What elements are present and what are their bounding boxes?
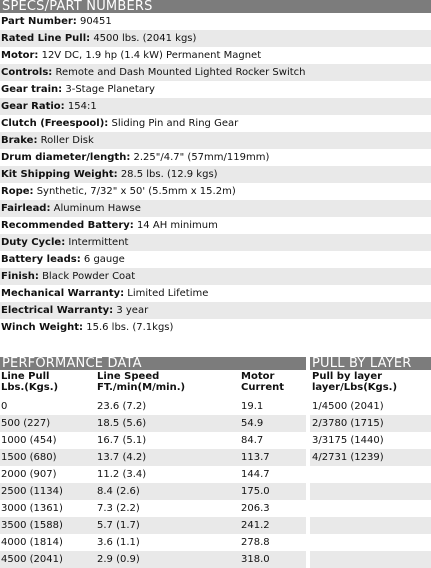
spec-label: Controls: xyxy=(1,67,53,78)
table-row xyxy=(0,449,306,466)
table-row xyxy=(0,483,306,500)
specs-header: SPECS/PART NUMBERS xyxy=(0,0,431,13)
line-speed-cell: 3.6 (1.1) xyxy=(97,537,140,548)
spec-label: Recommended Battery: xyxy=(1,220,134,231)
spec-value: 6 gauge xyxy=(80,254,125,265)
spec-row xyxy=(0,115,431,132)
line-pull-cell: 2000 (907) xyxy=(1,469,57,480)
motor-current-cell: 19.1 xyxy=(241,401,264,412)
spec-value: Intermittent xyxy=(65,237,129,248)
spec-value: 3 year xyxy=(113,305,149,316)
spec-row xyxy=(0,47,431,64)
header-line-speed: Line Speed FT./min(M/min.) xyxy=(97,371,186,393)
table-row xyxy=(310,432,431,449)
line-pull-cell: 2500 (1134) xyxy=(1,486,63,497)
table-row xyxy=(310,398,431,415)
spec-row xyxy=(0,13,431,30)
pull-by-layer-column-header xyxy=(310,370,431,398)
line-speed-cell: 2.9 (0.9) xyxy=(97,554,140,565)
spec-value: 154:1 xyxy=(64,101,97,112)
spec-label: Rope: xyxy=(1,186,34,197)
table-row xyxy=(310,534,431,551)
spec-row xyxy=(0,200,431,217)
spec-value: 4500 lbs. (2041 kgs) xyxy=(90,33,197,44)
spec-row xyxy=(0,30,431,47)
spec-label: Drum diameter/length: xyxy=(1,152,131,163)
motor-current-cell: 144.7 xyxy=(241,469,270,480)
line-pull-cell: 4000 (1814) xyxy=(1,537,63,548)
pull-by-layer-header: PULL BY LAYER xyxy=(310,357,431,370)
spec-row xyxy=(0,81,431,98)
table-row xyxy=(0,500,306,517)
line-speed-cell: 13.7 (4.2) xyxy=(97,452,147,463)
header-motor-current: Motor Current xyxy=(241,371,285,393)
pull-by-layer-cell: 1/4500 (2041) xyxy=(312,401,384,412)
pull-by-layer-cell: 2/3780 (1715) xyxy=(312,418,384,429)
line-speed-cell: 8.4 (2.6) xyxy=(97,486,140,497)
spec-value: Sliding Pin and Ring Gear xyxy=(108,118,239,129)
pull-by-layer-cell: 3/3175 (1440) xyxy=(312,435,384,446)
motor-current-cell: 113.7 xyxy=(241,452,270,463)
table-row xyxy=(0,432,306,449)
line-pull-cell: 500 (227) xyxy=(1,418,51,429)
spec-value: 3-Stage Planetary xyxy=(62,84,155,95)
spec-row xyxy=(0,251,431,268)
spec-row xyxy=(0,166,431,183)
performance-column-headers xyxy=(0,370,306,398)
line-pull-cell: 4500 (2041) xyxy=(1,554,63,565)
table-row xyxy=(0,517,306,534)
header-pull-by-layer: Pull by layer layer/Lbs(Kgs.) xyxy=(312,371,398,393)
line-pull-cell: 1000 (454) xyxy=(1,435,57,446)
spec-row xyxy=(0,268,431,285)
motor-current-cell: 175.0 xyxy=(241,486,270,497)
specs-list xyxy=(0,13,431,336)
performance-section xyxy=(0,357,306,568)
spec-label: Mechanical Warranty: xyxy=(1,288,125,299)
spec-row xyxy=(0,234,431,251)
motor-current-cell: 84.7 xyxy=(241,435,264,446)
spec-label: Motor: xyxy=(1,50,39,61)
spec-label: Electrical Warranty: xyxy=(1,305,114,316)
line-speed-cell: 16.7 (5.1) xyxy=(97,435,147,446)
pull-by-layer-cell: 4/2731 (1239) xyxy=(312,452,384,463)
spec-label: Part Number: xyxy=(1,16,77,27)
motor-current-cell: 206.3 xyxy=(241,503,270,514)
spec-label: Brake: xyxy=(1,135,38,146)
header-line-pull: Line Pull Lbs.(Kgs.) xyxy=(1,371,59,393)
spec-row xyxy=(0,285,431,302)
spec-value: 2.25"/4.7" (57mm/119mm) xyxy=(130,152,270,163)
spec-label: Gear Ratio: xyxy=(1,101,65,112)
spec-label: Duty Cycle: xyxy=(1,237,66,248)
spec-value: 12V DC, 1.9 hp (1.4 kW) Permanent Magnet xyxy=(38,50,262,61)
line-speed-cell: 23.6 (7.2) xyxy=(97,401,147,412)
spec-value: Synthetic, 7/32" x 50' (5.5mm x 15.2m) xyxy=(33,186,236,197)
spec-label: Clutch (Freespool): xyxy=(1,118,109,129)
spec-value: Black Powder Coat xyxy=(38,271,136,282)
spec-value: 14 AH minimum xyxy=(133,220,218,231)
motor-current-cell: 278.8 xyxy=(241,537,270,548)
performance-header: PERFORMANCE DATA xyxy=(0,357,306,370)
spec-label: Kit Shipping Weight: xyxy=(1,169,118,180)
pull-by-layer-table xyxy=(310,398,431,568)
table-row xyxy=(0,415,306,432)
line-pull-cell: 1500 (680) xyxy=(1,452,57,463)
line-pull-cell: 0 xyxy=(1,401,8,412)
spec-value: Remote and Dash Mounted Lighted Rocker Switch xyxy=(52,67,306,78)
motor-current-cell: 241.2 xyxy=(241,520,270,531)
spec-label: Gear train: xyxy=(1,84,63,95)
spec-row xyxy=(0,217,431,234)
table-row xyxy=(310,449,431,466)
spec-label: Winch Weight: xyxy=(1,322,84,333)
line-speed-cell: 11.2 (3.4) xyxy=(97,469,147,480)
spec-value: Limited Lifetime xyxy=(124,288,209,299)
table-row xyxy=(310,517,431,534)
table-row xyxy=(0,534,306,551)
spec-value: Roller Disk xyxy=(37,135,94,146)
spec-value: 90451 xyxy=(76,16,112,27)
line-speed-cell: 5.7 (1.7) xyxy=(97,520,140,531)
table-row xyxy=(0,398,306,415)
spec-label: Fairlead: xyxy=(1,203,51,214)
spec-row xyxy=(0,302,431,319)
spec-value: Aluminum Hawse xyxy=(50,203,141,214)
spec-row xyxy=(0,132,431,149)
spec-label: Finish: xyxy=(1,271,39,282)
spec-value: 15.6 lbs. (7.1kgs) xyxy=(83,322,174,333)
spec-row xyxy=(0,183,431,200)
spec-row xyxy=(0,149,431,166)
table-row xyxy=(310,483,431,500)
pull-by-layer-section xyxy=(310,357,431,568)
line-speed-cell: 7.3 (2.2) xyxy=(97,503,140,514)
table-row xyxy=(0,466,306,483)
spec-row xyxy=(0,319,431,336)
motor-current-cell: 54.9 xyxy=(241,418,264,429)
spec-row xyxy=(0,98,431,115)
spec-value: 28.5 lbs. (12.9 kgs) xyxy=(117,169,218,180)
table-row xyxy=(310,466,431,483)
spec-label: Rated Line Pull: xyxy=(1,33,91,44)
performance-table xyxy=(0,398,306,568)
spec-row xyxy=(0,64,431,81)
table-row xyxy=(310,500,431,517)
table-row xyxy=(310,415,431,432)
line-pull-cell: 3000 (1361) xyxy=(1,503,63,514)
table-row xyxy=(0,551,306,568)
motor-current-cell: 318.0 xyxy=(241,554,270,565)
table-row xyxy=(310,551,431,568)
line-speed-cell: 18.5 (5.6) xyxy=(97,418,147,429)
line-pull-cell: 3500 (1588) xyxy=(1,520,63,531)
spec-label: Battery leads: xyxy=(1,254,81,265)
